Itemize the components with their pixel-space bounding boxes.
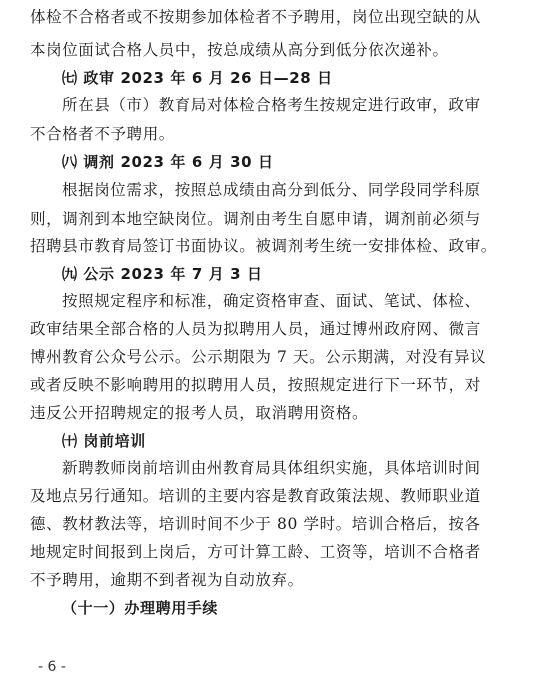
body-text-line: 及地点另行通知。培训的主要内容是教育政策法规、教师职业道	[30, 487, 481, 505]
section-heading-pre-job-training: ㈩ 岗前培训	[62, 432, 146, 450]
body-text-line: 不予聘用，逾期不到者视为自动放弃。	[30, 571, 304, 589]
section-heading-transfer: ㈧ 调剂 2023 年 6 月 30 日	[62, 153, 274, 171]
body-text-line: 所在县（市）教育局对体检合格考生按规定进行政审，政审	[62, 96, 481, 114]
page-number: - 6 -	[38, 659, 66, 675]
body-text-line: 地规定时间报到上岗后，方可计算工龄、工资等，培训不合格者	[30, 543, 481, 561]
body-text-line: 按照规定程序和标准，确定资格审查、面试、笔试、体检、	[62, 292, 481, 310]
body-text-line: 政审结果全部合格的人员为拟聘用人员，通过博州政府网、微言	[30, 320, 481, 338]
body-text-line: 违反公开招聘规定的报考人员，取消聘用资格。	[30, 404, 369, 422]
body-text-line: 招聘县市教育局签订书面协议。被调剂考生统一安排体检、政审。	[30, 237, 497, 255]
body-text-line: 新聘教师岗前培训由州教育局具体组织实施，具体培训时间	[62, 459, 481, 477]
section-heading-employment-procedures: （十一）办理聘用手续	[62, 599, 219, 617]
body-text-line: 或者反映不影响聘用的拟聘用人员，按照规定进行下一环节，对	[30, 376, 481, 394]
section-heading-public-notice: ㈨ 公示 2023 年 7 月 3 日	[62, 265, 263, 283]
body-text-line: 不合格者不予聘用。	[30, 125, 175, 143]
body-text-line: 根据岗位需求，按照总成绩由高分到低分、同学段同学科原	[62, 181, 481, 199]
section-heading-political-review: ㈦ 政审 2023 年 6 月 26 日—28 日	[62, 69, 333, 87]
body-text-line: 体检不合格者或不按期参加体检者不予聘用，岗位出现空缺的从	[30, 8, 481, 26]
body-text-line: 本岗位面试合格人员中，按总成绩从高分到低分依次递补。	[30, 41, 449, 59]
body-text-line: 德、教材教法等，培训时间不少于 80 学时。培训合格后，按各	[30, 515, 481, 533]
body-text-line: 则，调剂到本地空缺岗位。调剂由考生自愿申请，调剂前必须与	[30, 210, 481, 228]
body-text-line: 博州教育公众号公示。公示期限为 7 天。公示期满，对没有异议	[30, 348, 487, 366]
